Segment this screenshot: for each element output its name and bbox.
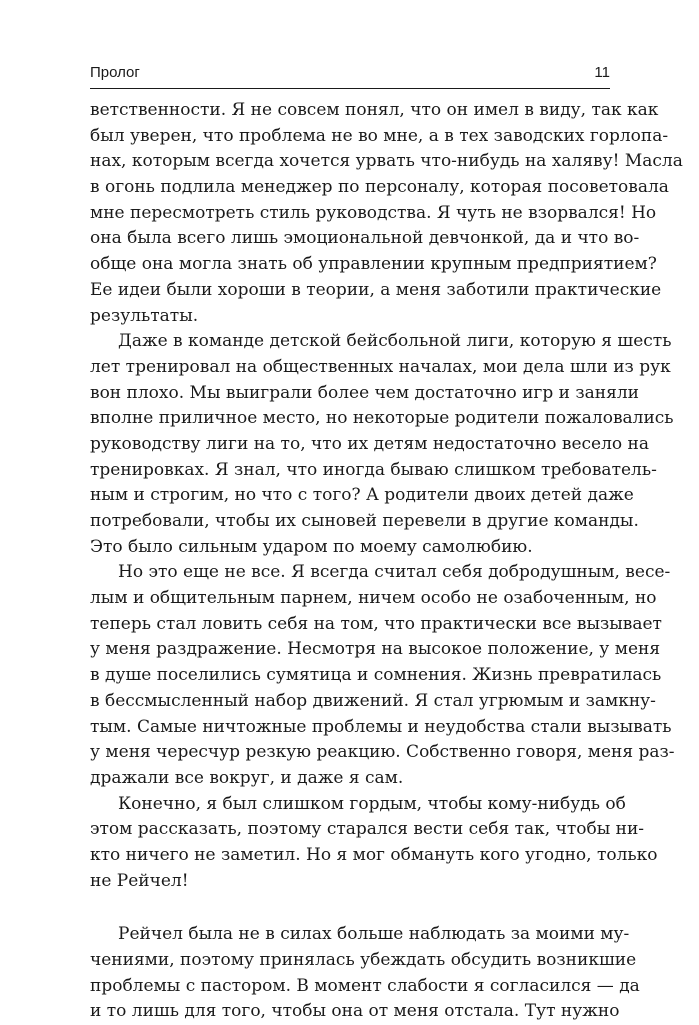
text-line: Рейчел была не в силах больше наблюдать за моими му- [118, 924, 630, 945]
text-line: Даже в команде детской бейсбольной лиги, которую я шесть [118, 331, 672, 352]
text-line: лет тренировал на общественных началах, мои дела шли из рук [90, 356, 671, 377]
text-line: Это было сильным ударом по моему самолюбию. [90, 536, 533, 557]
paragraph-5 [90, 922, 640, 1025]
text-line: ным и строгим, но что с того? А родители двоих детей даже [90, 485, 634, 506]
text-line: ветственности. Я не совсем понял, что он имел в виду, так как [90, 100, 659, 120]
chapter-title: Пролог [90, 64, 140, 81]
text-line: обще она могла знать об управлении крупным предприятием? [90, 254, 657, 275]
text-line: нах, которым всегда хочется урвать что-нибудь на халяву! Масла [90, 151, 683, 172]
text-line: у меня чересчур резкую реакцию. Собственно говоря, меня раз- [90, 742, 675, 763]
text-line: руководству лиги на то, что их детям недостаточно весело на [90, 433, 650, 454]
text-line: у меня раздражение. Несмотря на высокое положение, у меня [90, 639, 661, 660]
text-line: потребовали, чтобы их сыновей перевели в другие команды. [90, 511, 639, 531]
text-line: в бессмысленный набор движений. Я стал угрюмым и замкну- [90, 690, 656, 711]
paragraph-4 [90, 792, 658, 895]
text-line: в огонь подлила менеджер по персоналу, которая посоветовала [90, 177, 669, 198]
text-line: Но это еще не все. Я всегда считал себя добродушным, весе- [118, 562, 671, 583]
text-line: этом рассказать, поэтому старался вести себя так, чтобы ни- [90, 819, 645, 840]
text-line: вполне приличное место, но некоторые родители пожаловались [90, 408, 674, 429]
text-line: кто ничего не заметил. Но я мог обмануть кого угодно, только [90, 844, 658, 865]
text-line: тренировках. Я знал, что иногда бываю слишком требователь- [90, 459, 657, 480]
running-head [90, 63, 610, 83]
text-line: Конечно, я был слишком гордым, чтобы кому-нибудь об [118, 793, 626, 814]
text-line: Ее идеи были хороши в теории, а меня заботили практические [90, 279, 662, 300]
text-line: и то лишь для того, чтобы она от меня отстала. Тут нужно [90, 1001, 620, 1022]
page-number: 11 [594, 64, 610, 81]
text-line: результаты. [90, 305, 199, 326]
text-line: теперь стал ловить себя на том, что практически все вызывает [90, 613, 662, 634]
header-rule [90, 88, 610, 89]
paragraph-3 [90, 560, 675, 791]
text-line: вон плохо. Мы выиграли более чем достаточно игр и заняли [90, 382, 639, 403]
text-line: тым. Самые ничтожные проблемы и неудобства стали вызывать [90, 716, 672, 737]
text-line: мне пересмотреть стиль руководства. Я чуть не взорвался! Но [90, 202, 657, 223]
text-line: проблемы с пастором. В момент слабости я согласился — да [90, 975, 640, 996]
text-line: в душе поселились сумятица и сомнения. Жизнь превратилась [90, 665, 662, 686]
text-line: был уверен, что проблема не во мне, а в тех заводских горлопа- [90, 125, 669, 146]
section-break [90, 894, 610, 922]
paragraph-1 [90, 98, 683, 329]
body-text [90, 98, 683, 1025]
text-line: дражали все вокруг, и даже я сам. [90, 767, 404, 788]
paragraph-2 [90, 329, 674, 560]
text-line: она была всего лишь эмоциональной девчонкой, да и что во- [90, 228, 640, 249]
text-line: чениями, поэтому принялась убеждать обсудить возникшие [90, 950, 637, 970]
text-line: лым и общительным парнем, ничем особо не озабоченным, но [90, 588, 657, 609]
text-line: не Рейчел! [90, 870, 189, 891]
